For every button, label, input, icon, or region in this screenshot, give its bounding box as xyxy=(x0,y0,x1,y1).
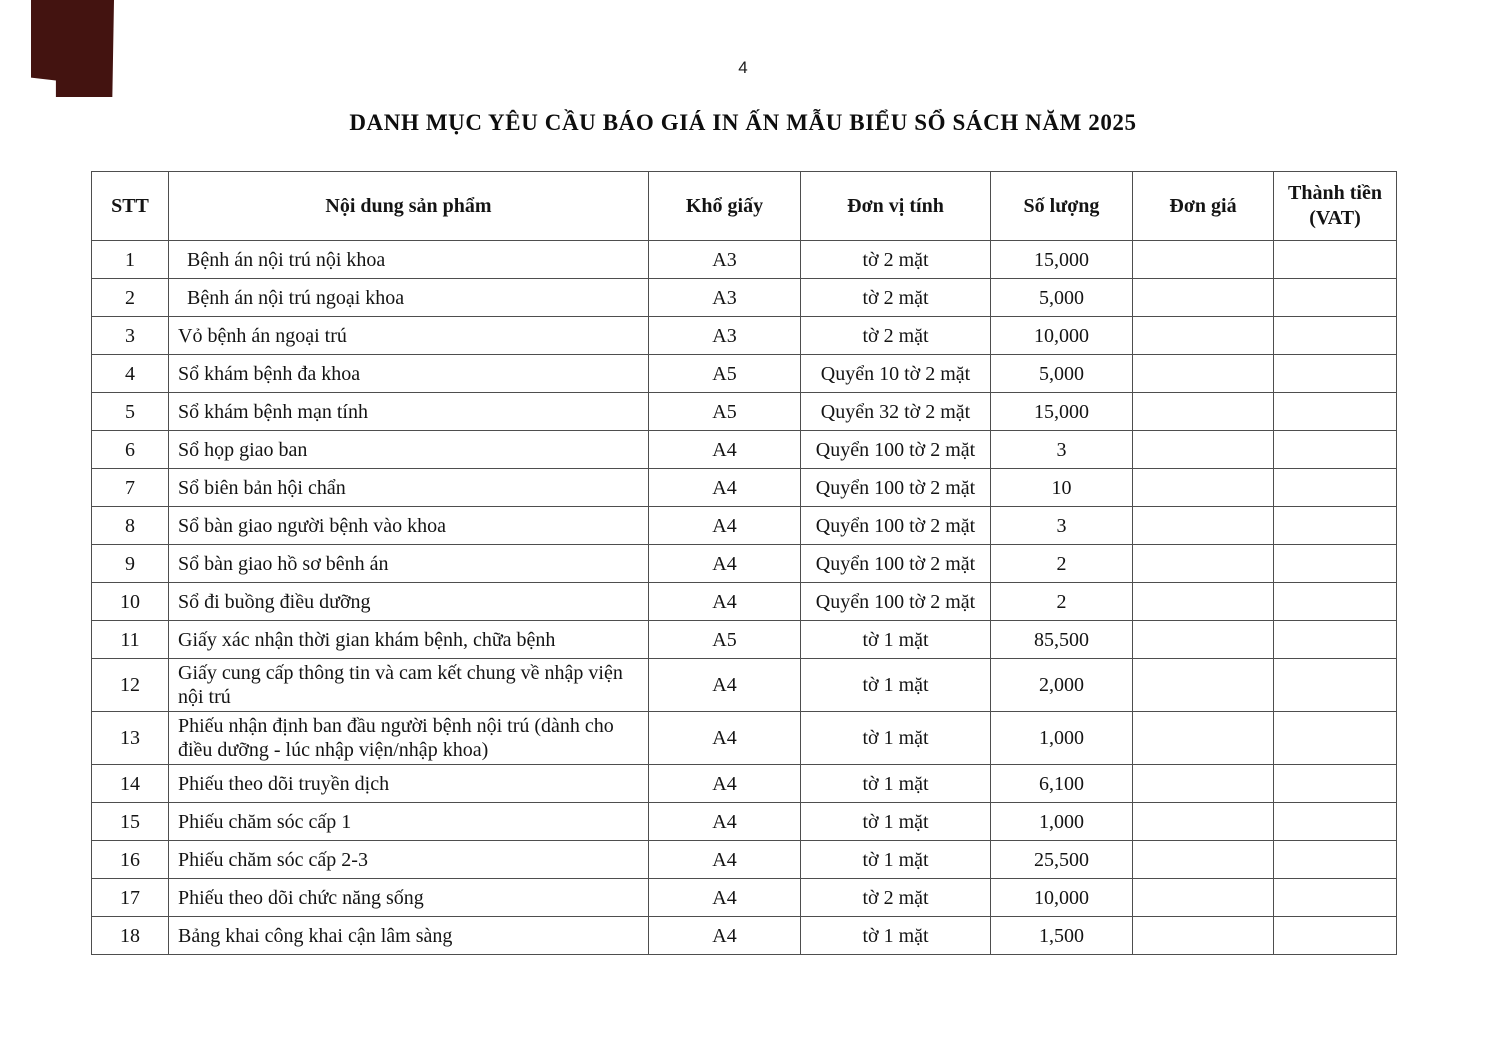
cell-thanh-tien xyxy=(1274,545,1397,583)
cell-so-luong: 2 xyxy=(991,545,1133,583)
column-header-so-luong: Số lượng xyxy=(991,172,1133,241)
cell-so-luong: 2 xyxy=(991,583,1133,621)
column-header-noi-dung: Nội dung sản phẩm xyxy=(169,172,649,241)
cell-kho-giay: A4 xyxy=(649,659,801,712)
table-row xyxy=(92,841,1397,879)
cell-noi-dung: Sổ khám bệnh đa khoa xyxy=(169,355,649,393)
cell-don-gia xyxy=(1133,507,1274,545)
cell-don-vi-tinh: Quyển 10 tờ 2 mặt xyxy=(801,355,991,393)
header-row xyxy=(92,172,1397,241)
cell-don-gia xyxy=(1133,241,1274,279)
cell-noi-dung: Sổ đi buồng điều dưỡng xyxy=(169,583,649,621)
cell-so-luong: 10,000 xyxy=(991,879,1133,917)
cell-noi-dung: Phiếu chăm sóc cấp 1 xyxy=(169,803,649,841)
cell-stt: 12 xyxy=(92,659,169,712)
page-title: DANH MỤC YÊU CẦU BÁO GIÁ IN ẤN MẪU BIỂU SỔ SÁCH NĂM 2025 xyxy=(349,110,1137,135)
cell-don-gia xyxy=(1133,469,1274,507)
cell-stt: 6 xyxy=(92,431,169,469)
cell-kho-giay: A5 xyxy=(649,393,801,431)
cell-don-gia xyxy=(1133,621,1274,659)
table-row xyxy=(92,545,1397,583)
cell-noi-dung: Bệnh án nội trú ngoại khoa xyxy=(169,279,649,317)
cell-thanh-tien xyxy=(1274,803,1397,841)
cell-don-vi-tinh: tờ 1 mặt xyxy=(801,765,991,803)
table-row xyxy=(92,803,1397,841)
table-row xyxy=(92,507,1397,545)
scan-artifact xyxy=(31,0,114,97)
cell-don-gia xyxy=(1133,765,1274,803)
cell-noi-dung: Giấy xác nhận thời gian khám bệnh, chữa bệnh xyxy=(169,621,649,659)
cell-don-gia xyxy=(1133,917,1274,955)
cell-kho-giay: A4 xyxy=(649,431,801,469)
cell-stt: 16 xyxy=(92,841,169,879)
cell-noi-dung: Sổ họp giao ban xyxy=(169,431,649,469)
cell-don-vi-tinh: tờ 2 mặt xyxy=(801,279,991,317)
cell-thanh-tien xyxy=(1274,279,1397,317)
cell-noi-dung: Phiếu theo dõi chức năng sống xyxy=(169,879,649,917)
cell-noi-dung: Sổ khám bệnh mạn tính xyxy=(169,393,649,431)
table-row xyxy=(92,712,1397,765)
cell-don-gia xyxy=(1133,803,1274,841)
cell-don-gia xyxy=(1133,583,1274,621)
cell-stt: 17 xyxy=(92,879,169,917)
cell-don-gia xyxy=(1133,879,1274,917)
cell-stt: 14 xyxy=(92,765,169,803)
table-row xyxy=(92,241,1397,279)
column-header-thanh-tien: Thành tiền (VAT) xyxy=(1274,172,1397,241)
cell-so-luong: 15,000 xyxy=(991,241,1133,279)
cell-kho-giay: A4 xyxy=(649,583,801,621)
cell-don-vi-tinh: tờ 2 mặt xyxy=(801,879,991,917)
quotation-table xyxy=(91,171,1397,955)
cell-thanh-tien xyxy=(1274,355,1397,393)
cell-noi-dung: Bệnh án nội trú nội khoa xyxy=(169,241,649,279)
cell-so-luong: 1,500 xyxy=(991,917,1133,955)
cell-noi-dung: Sổ biên bản hội chẩn xyxy=(169,469,649,507)
cell-thanh-tien xyxy=(1274,712,1397,765)
cell-noi-dung: Bảng khai công khai cận lâm sàng xyxy=(169,917,649,955)
cell-noi-dung: Phiếu chăm sóc cấp 2-3 xyxy=(169,841,649,879)
table-row xyxy=(92,659,1397,712)
cell-so-luong: 25,500 xyxy=(991,841,1133,879)
table-row xyxy=(92,317,1397,355)
cell-so-luong: 2,000 xyxy=(991,659,1133,712)
column-header-don-gia: Đơn giá xyxy=(1133,172,1274,241)
cell-so-luong: 1,000 xyxy=(991,803,1133,841)
cell-thanh-tien xyxy=(1274,917,1397,955)
cell-don-vi-tinh: tờ 1 mặt xyxy=(801,621,991,659)
cell-noi-dung: Vỏ bệnh án ngoại trú xyxy=(169,317,649,355)
cell-don-vi-tinh: Quyển 100 tờ 2 mặt xyxy=(801,431,991,469)
cell-so-luong: 3 xyxy=(991,431,1133,469)
cell-so-luong: 1,000 xyxy=(991,712,1133,765)
cell-stt: 18 xyxy=(92,917,169,955)
cell-thanh-tien xyxy=(1274,765,1397,803)
table-row xyxy=(92,621,1397,659)
cell-don-vi-tinh: tờ 1 mặt xyxy=(801,712,991,765)
cell-stt: 1 xyxy=(92,241,169,279)
cell-kho-giay: A4 xyxy=(649,469,801,507)
cell-don-gia xyxy=(1133,431,1274,469)
cell-kho-giay: A4 xyxy=(649,765,801,803)
cell-noi-dung: Sổ bàn giao hồ sơ bênh án xyxy=(169,545,649,583)
cell-thanh-tien xyxy=(1274,841,1397,879)
cell-stt: 3 xyxy=(92,317,169,355)
table-header xyxy=(92,172,1397,241)
cell-kho-giay: A4 xyxy=(649,712,801,765)
table-row xyxy=(92,765,1397,803)
cell-don-gia xyxy=(1133,712,1274,765)
cell-kho-giay: A4 xyxy=(649,879,801,917)
cell-noi-dung: Phiếu nhận định ban đầu người bệnh nội trú (dành cho điều dưỡng - lúc nhập viện/nhập khoa) xyxy=(169,712,649,765)
table-body xyxy=(92,241,1397,955)
cell-so-luong: 3 xyxy=(991,507,1133,545)
cell-kho-giay: A5 xyxy=(649,355,801,393)
cell-stt: 8 xyxy=(92,507,169,545)
cell-thanh-tien xyxy=(1274,393,1397,431)
cell-so-luong: 5,000 xyxy=(991,355,1133,393)
page-number: 4 xyxy=(738,58,748,77)
cell-stt: 11 xyxy=(92,621,169,659)
cell-kho-giay: A3 xyxy=(649,317,801,355)
cell-so-luong: 5,000 xyxy=(991,279,1133,317)
cell-don-vi-tinh: Quyển 100 tờ 2 mặt xyxy=(801,507,991,545)
cell-stt: 2 xyxy=(92,279,169,317)
table-row xyxy=(92,431,1397,469)
cell-kho-giay: A4 xyxy=(649,507,801,545)
cell-don-vi-tinh: Quyển 32 tờ 2 mặt xyxy=(801,393,991,431)
cell-don-gia xyxy=(1133,393,1274,431)
column-header-stt: STT xyxy=(92,172,169,241)
column-header-kho-giay: Khổ giấy xyxy=(649,172,801,241)
cell-thanh-tien xyxy=(1274,469,1397,507)
cell-thanh-tien xyxy=(1274,621,1397,659)
cell-so-luong: 15,000 xyxy=(991,393,1133,431)
cell-thanh-tien xyxy=(1274,659,1397,712)
cell-stt: 10 xyxy=(92,583,169,621)
cell-kho-giay: A3 xyxy=(649,279,801,317)
cell-don-vi-tinh: Quyển 100 tờ 2 mặt xyxy=(801,545,991,583)
table-row xyxy=(92,583,1397,621)
cell-don-gia xyxy=(1133,355,1274,393)
table-row xyxy=(92,279,1397,317)
cell-kho-giay: A3 xyxy=(649,241,801,279)
table-row xyxy=(92,469,1397,507)
cell-stt: 4 xyxy=(92,355,169,393)
table-row xyxy=(92,393,1397,431)
cell-thanh-tien xyxy=(1274,879,1397,917)
cell-don-vi-tinh: tờ 2 mặt xyxy=(801,317,991,355)
cell-noi-dung: Giấy cung cấp thông tin và cam kết chung về nhập viện nội trú xyxy=(169,659,649,712)
cell-thanh-tien xyxy=(1274,317,1397,355)
cell-kho-giay: A5 xyxy=(649,621,801,659)
cell-kho-giay: A4 xyxy=(649,841,801,879)
cell-thanh-tien xyxy=(1274,241,1397,279)
table-row xyxy=(92,879,1397,917)
cell-stt: 13 xyxy=(92,712,169,765)
cell-noi-dung: Phiếu theo dõi truyền dịch xyxy=(169,765,649,803)
cell-thanh-tien xyxy=(1274,507,1397,545)
cell-so-luong: 6,100 xyxy=(991,765,1133,803)
cell-don-vi-tinh: tờ 1 mặt xyxy=(801,841,991,879)
cell-stt: 9 xyxy=(92,545,169,583)
cell-don-gia xyxy=(1133,545,1274,583)
column-header-don-vi-tinh: Đơn vị tính xyxy=(801,172,991,241)
cell-don-vi-tinh: tờ 2 mặt xyxy=(801,241,991,279)
table-row xyxy=(92,355,1397,393)
cell-so-luong: 10,000 xyxy=(991,317,1133,355)
cell-kho-giay: A4 xyxy=(649,803,801,841)
cell-thanh-tien xyxy=(1274,583,1397,621)
cell-stt: 15 xyxy=(92,803,169,841)
cell-don-gia xyxy=(1133,659,1274,712)
cell-thanh-tien xyxy=(1274,431,1397,469)
cell-don-vi-tinh: tờ 1 mặt xyxy=(801,917,991,955)
cell-kho-giay: A4 xyxy=(649,545,801,583)
cell-so-luong: 10 xyxy=(991,469,1133,507)
cell-don-vi-tinh: Quyển 100 tờ 2 mặt xyxy=(801,583,991,621)
table-row xyxy=(92,917,1397,955)
cell-noi-dung: Sổ bàn giao người bệnh vào khoa xyxy=(169,507,649,545)
cell-don-vi-tinh: Quyển 100 tờ 2 mặt xyxy=(801,469,991,507)
cell-don-vi-tinh: tờ 1 mặt xyxy=(801,659,991,712)
cell-don-gia xyxy=(1133,841,1274,879)
cell-stt: 5 xyxy=(92,393,169,431)
cell-kho-giay: A4 xyxy=(649,917,801,955)
cell-don-gia xyxy=(1133,317,1274,355)
cell-don-gia xyxy=(1133,279,1274,317)
cell-stt: 7 xyxy=(92,469,169,507)
cell-so-luong: 85,500 xyxy=(991,621,1133,659)
cell-don-vi-tinh: tờ 1 mặt xyxy=(801,803,991,841)
